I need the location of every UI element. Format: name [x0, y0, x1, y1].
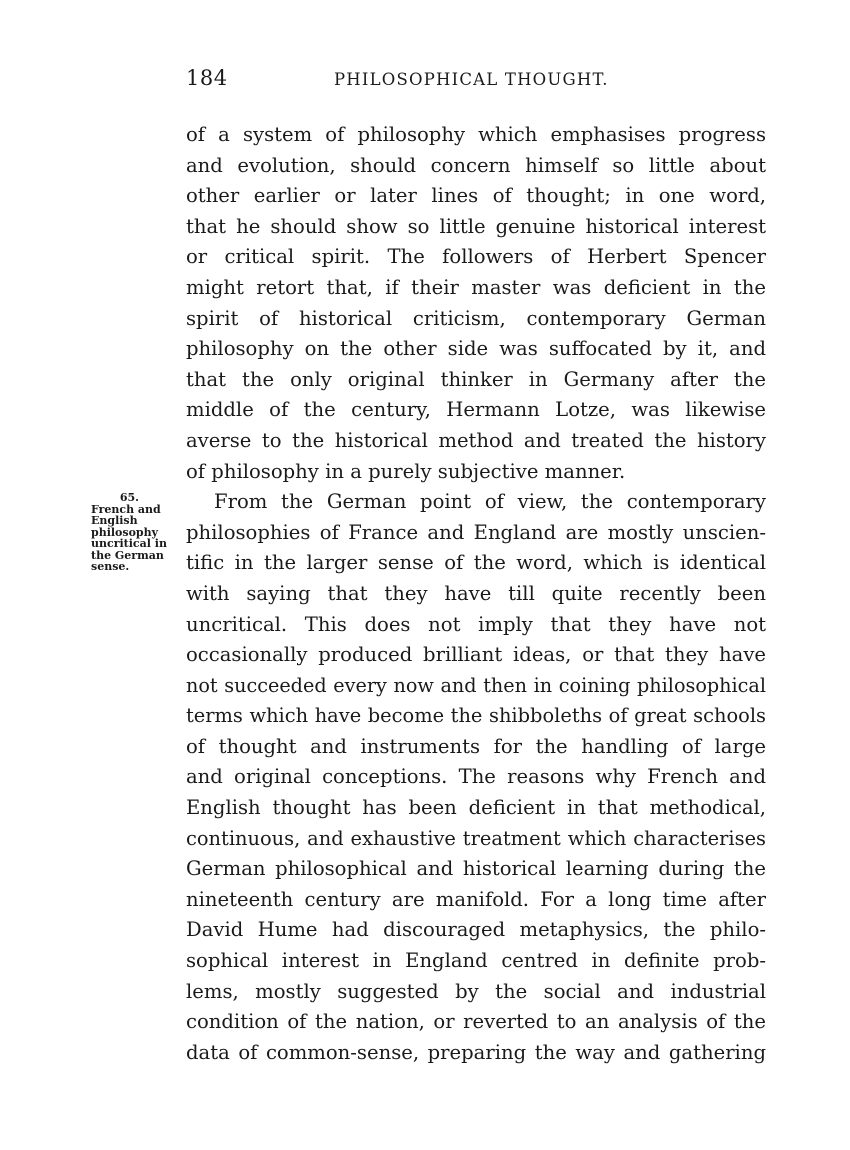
text-line: that the only original thinker in Germany after the [186, 367, 766, 391]
text-line: spirit of historical criticism, contemporary German [186, 306, 766, 330]
text-line: averse to the historical method and treated the history [186, 428, 766, 452]
text-line: other earlier or later lines of thought; in one word, [186, 184, 766, 208]
text-line: data of common-sense, preparing the way and gathering [186, 1040, 766, 1064]
text-line: and evolution, should concern himself so little about [186, 153, 766, 177]
text-line: of philosophy in a purely subjective manner. [186, 459, 626, 483]
page-header [186, 66, 766, 96]
text-line: and original conceptions. The reasons why French and [186, 765, 766, 789]
text-line: that he should show so little genuine historical interest [186, 214, 766, 238]
text-line: occasionally produced brilliant ideas, or that they have [186, 643, 766, 667]
text-line: might retort that, if their master was deficient in the [186, 275, 766, 299]
margin-note-line: sense. [91, 560, 130, 573]
text-line: uncritical. This does not imply that they have not [186, 612, 766, 636]
text-line: continuous, and exhaustive treatment which characterises [186, 826, 766, 850]
text-line: From the German point of view, the contemporary [214, 490, 766, 514]
running-head: PHILOSOPHICAL THOUGHT. [334, 70, 609, 89]
margin-note [91, 492, 183, 573]
text-line: condition of the nation, or reverted to an analysis of the [186, 1010, 766, 1034]
text-line: not succeeded every now and then in coining philosophical [186, 673, 766, 697]
text-line: or critical spirit. The followers of Herbert Spencer [186, 245, 766, 269]
margin-note-line: English [91, 514, 138, 527]
text-line: German philosophical and historical learning during the [186, 857, 766, 881]
margin-note-line: the German [91, 548, 164, 562]
text-line: David Hume had discouraged metaphysics, the philo- [186, 918, 766, 942]
text-line: philosophy on the other side was suffocated by it, and [186, 337, 766, 361]
text-line: with saying that they have till quite recently been [186, 581, 766, 605]
text-line: philosophies of France and England are mostly unscien- [186, 520, 766, 544]
body-text [186, 120, 766, 1068]
page-number: 184 [186, 66, 228, 90]
margin-note-number: 65. [119, 491, 139, 504]
text-line: of thought and instruments for the handling of large [186, 734, 766, 758]
margin-note-line: philosophy [91, 525, 158, 539]
text-line: nineteenth century are manifold. For a long time after [186, 887, 766, 911]
text-line: middle of the century, Hermann Lotze, was likewise [186, 398, 766, 422]
margin-note-line: French and [91, 502, 161, 516]
text-line: sophical interest in England centred in definite prob- [186, 949, 766, 973]
text-line: English thought has been deficient in that methodical, [186, 796, 766, 820]
text-line: of a system of philosophy which emphasises progress [186, 123, 766, 146]
text-line: tific in the larger sense of the word, which is identical [186, 551, 766, 575]
text-line: terms which have become the shibboleths of great schools [186, 704, 766, 728]
margin-note-line: uncritical in [91, 537, 167, 550]
text-line: lems, mostly suggested by the social and industrial [186, 979, 766, 1003]
